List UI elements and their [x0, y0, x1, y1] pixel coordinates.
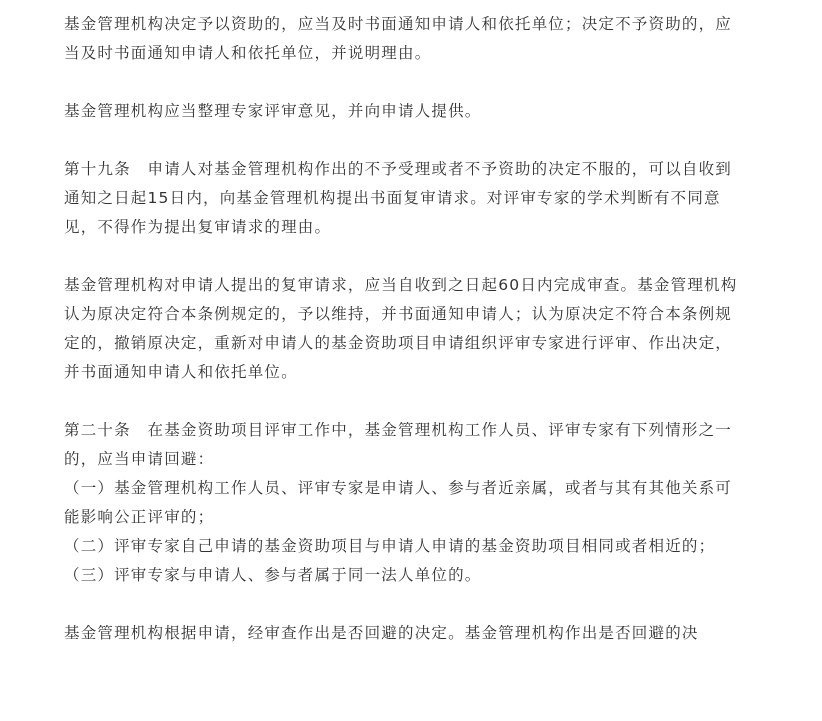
list-item-1: （一）基金管理机构工作人员、评审专家是申请人、参与者近亲属，或者与其有其他关系可能影响公正评审的；: [64, 479, 733, 526]
paragraph-last: 基金管理机构根据申请，经审查作出是否回避的决定。基金管理机构作出是否回避的决: [64, 624, 699, 642]
paragraph-4: 基金管理机构对申请人提出的复审请求，应当自收到之日起60日内完成审查。基金管理机构认为原决定符合本条例规定的，予以维持，并书面通知申请人；认为原决定不符合本条例规定的，撤销原决定，重新对申请人的基金资助项目申请组织评审专家进行评审、作出决定，并书面通知申请人和依托单位。: [64, 276, 738, 381]
paragraph-article-20: 第二十条 在基金资助项目评审工作中，基金管理机构工作人员、评审专家有下列情形之一的，应当申请回避：: [64, 421, 733, 468]
document-body: [64, 10, 748, 648]
list-item-2: （二）评审专家自己申请的基金资助项目与申请人申请的基金资助项目相同或者相近的；: [64, 537, 716, 555]
paragraph-2: 基金管理机构应当整理专家评审意见，并向申请人提供。: [64, 102, 482, 120]
list-item-3: （三）评审专家与申请人、参与者属于同一法人单位的。: [64, 566, 482, 584]
paragraph-1: 基金管理机构决定予以资助的，应当及时书面通知申请人和依托单位；决定不予资助的，应当及时书面通知申请人和依托单位，并说明理由。: [64, 15, 733, 62]
paragraph-article-19: 第十九条 申请人对基金管理机构作出的不予受理或者不予资助的决定不服的，可以自收到通知之日起15日内，向基金管理机构提出书面复审请求。对评审专家的学术判断有不同意见，不得作为提出复审请求的理由。: [64, 160, 733, 236]
